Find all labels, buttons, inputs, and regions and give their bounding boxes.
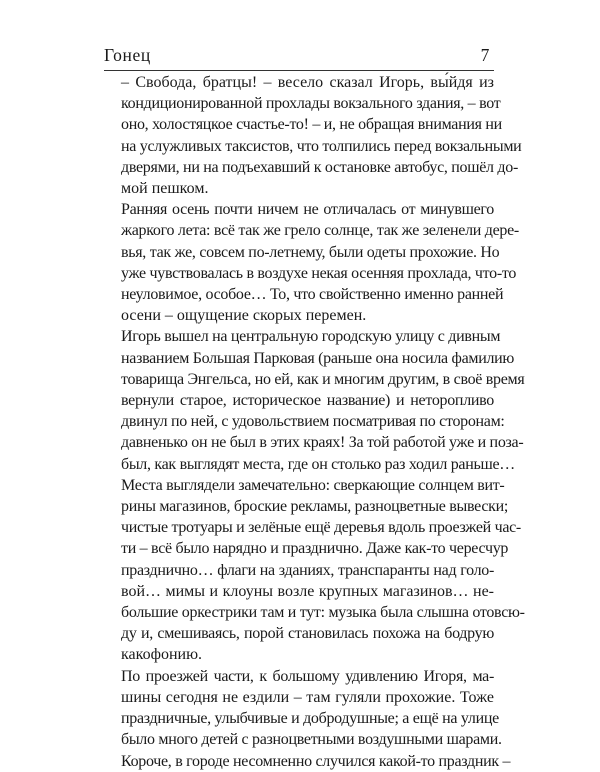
text-line: Ранняя осень почти ничем не отличалась от минувшего xyxy=(121,201,494,219)
body-text xyxy=(104,72,525,772)
text-line: мой пешком. xyxy=(121,180,209,198)
text-line: ти – всё было нарядно и празднично. Даже как-то чересчур xyxy=(121,540,509,558)
text-line: неуловимое, особое… То, что свойственно именно ранней xyxy=(121,286,504,304)
text-line: празднично… флаги на зданиях, транспаранты над голо- xyxy=(121,561,494,579)
paragraph xyxy=(104,475,525,666)
paragraph xyxy=(104,72,522,199)
text-line: Игорь вышел на центральную городскую улицу с дивным xyxy=(121,328,501,346)
text-line: кондиционированной прохлады вокзального здания, – вот xyxy=(121,95,501,113)
text-line: вой… мимы и клоуны возле крупных магазинов… не- xyxy=(121,582,494,600)
text-line: давненько он не был в этих краях! За той работой уже и поза- xyxy=(121,434,524,452)
text-line: вья, так же, совсем по-летнему, были одеты прохожие. Но xyxy=(121,243,500,261)
text-line: праздничные, улыбчивые и добродушные; а ещё на улице xyxy=(121,710,499,728)
text-line: было много детей с разноцветными воздушными шарами. xyxy=(121,731,502,749)
running-header xyxy=(104,38,490,66)
text-line: ду и, смешиваясь, порой становилась похожа на бодрую xyxy=(121,625,494,643)
header-rule xyxy=(104,70,494,71)
page-number: 7 xyxy=(480,45,490,65)
text-line: По проезжей части, к большому удивлению Игоря, ма- xyxy=(121,667,494,685)
text-line: товарища Энгельса, но ей, как и многим другим, в своё время xyxy=(121,370,525,388)
text-line: вернули старое, историческое название) и неторопливо xyxy=(121,392,494,410)
text-line: оно, холостяцкое счастье-то! – и, не обращая внимания ни xyxy=(121,116,502,134)
text-line: уже чувствовалась в воздухе некая осенняя прохлада, что-то xyxy=(121,264,517,282)
text-line: на услужливых таксистов, что толпились перед вокзальными xyxy=(121,137,522,155)
text-line: дверями, ни на подъехавший к остановке автобус, пошёл до- xyxy=(121,158,519,176)
text-line: большие оркестрики там и тут: музыка была слышна отовсю- xyxy=(121,604,525,622)
text-line: шины сегодня не ездили – там гуляли прохожие. Тоже xyxy=(121,688,494,706)
text-line: названием Большая Парковая (раньше она носила фамилию xyxy=(121,349,515,367)
paragraph xyxy=(104,666,511,772)
text-line: Места выглядели замечательно: сверкающие солнцем вит- xyxy=(121,476,505,494)
paragraph xyxy=(104,199,519,326)
text-line: Короче, в городе несомненно случился какой-то праздник – xyxy=(121,752,511,770)
text-line: был, как выглядят места, где он столько раз ходил раньше… xyxy=(121,455,515,473)
chapter-title: Гонец xyxy=(104,45,151,65)
text-line: двинул по ней, с удовольствием посматривая по сторонам: xyxy=(121,413,505,431)
text-line: жаркого лета: всё так же грело солнце, так же зеленели дере- xyxy=(121,222,519,240)
text-line: – Свобода, братцы! – весело сказал Игорь, вы́йдя из xyxy=(121,74,494,91)
text-line: рины магазинов, броские рекламы, разноцветные вывески; xyxy=(121,498,509,516)
text-line: чистые тротуары и зелёные ещё деревья вдоль проезжей час- xyxy=(121,519,521,537)
text-line: осени – ощущение скорых перемен. xyxy=(121,307,367,325)
text-line: какофонию. xyxy=(121,646,203,664)
paragraph xyxy=(104,326,525,474)
